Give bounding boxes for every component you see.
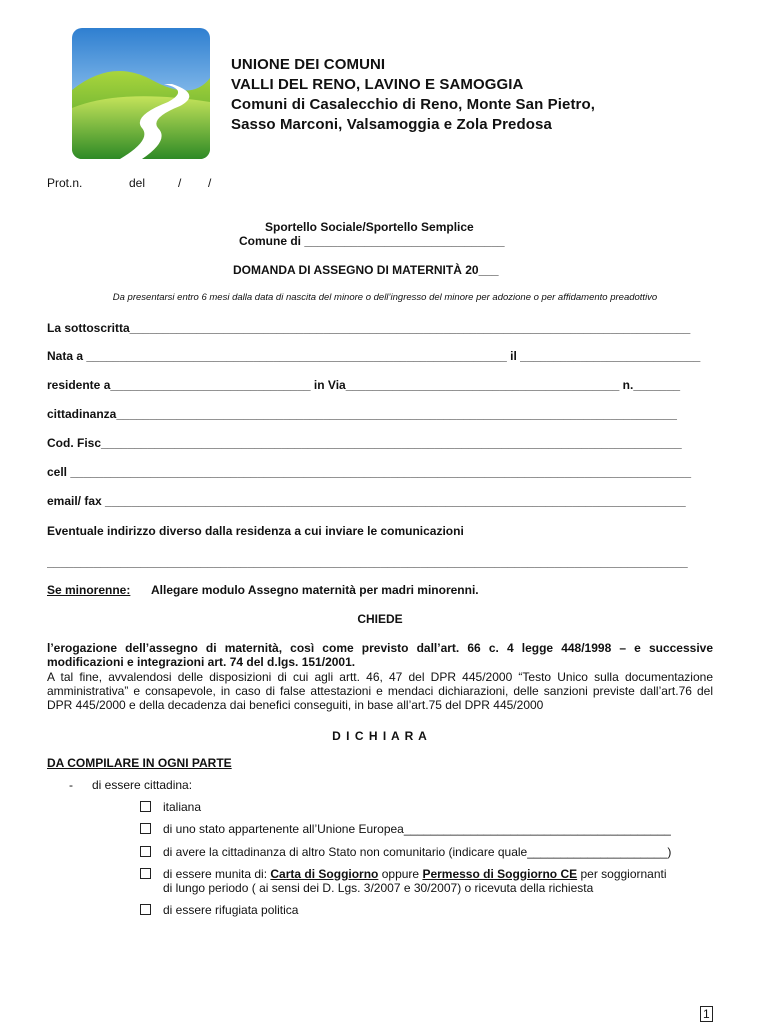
field-cell[interactable]: cell _____________________________________________________________________________________________	[47, 465, 692, 479]
cittadina-label: di essere cittadina:	[92, 778, 193, 792]
field-codfisc[interactable]: Cod. Fisc_______________________________________________________________________________________	[47, 436, 682, 450]
option-italiana-label: italiana	[163, 800, 202, 814]
field-eventuale-label: Eventuale indirizzo diverso dalla residenza a cui inviare le comunicazioni	[47, 524, 464, 538]
option-rifugiata-label: di essere rifugiata politica	[163, 903, 299, 917]
field-cittadinanza[interactable]: cittadinanza____________________________________________________________________________________	[47, 407, 677, 421]
header-line-4: Sasso Marconi, Valsamoggia e Zola Predosa	[231, 116, 552, 133]
checkbox-munita[interactable]	[140, 868, 151, 879]
option-rifugiata[interactable]	[140, 903, 298, 917]
field-residente[interactable]: residente a______________________________ in Via_________________________________________ n._______	[47, 378, 681, 392]
chiede-heading: CHIEDE	[357, 612, 403, 626]
header-line-2: VALLI DEL RENO, LAVINO E SAMOGGIA	[231, 76, 524, 93]
option-ue[interactable]	[140, 822, 671, 836]
permesso-soggiorno: Permesso di Soggiorno CE	[422, 867, 578, 881]
checkbox-extra-ue[interactable]	[140, 846, 151, 857]
prot-label: Prot.n.	[47, 176, 83, 190]
option-munita[interactable]	[140, 867, 667, 881]
header-line-3: Comuni di Casalecchio di Reno, Monte San Pietro,	[231, 96, 596, 113]
option-italiana[interactable]	[140, 800, 201, 814]
option-ue-label: di uno stato appartenente all’Unione Europea________________________________________	[163, 822, 671, 836]
munita-pre: di essere munita di:	[163, 867, 271, 881]
compilare-heading: DA COMPILARE IN OGNI PARTE	[47, 756, 232, 770]
dichiara-heading: D I C H I A R A	[332, 729, 428, 743]
field-email[interactable]: email/ fax _______________________________________________________________________________________	[47, 494, 686, 508]
page-number: 1	[700, 1006, 713, 1022]
office-line-1: Sportello Sociale/Sportello Semplice	[265, 220, 474, 234]
prot-slash-1: /	[178, 176, 182, 190]
minorenne-text: Allegare modulo Assegno maternità per madri minorenni.	[151, 583, 479, 597]
form-subtitle: Da presentarsi entro 6 mesi dalla data di nascita del minore o dell’ingresso del minore per adozione o per affidamento preadottivo	[112, 292, 658, 303]
option-extra-ue-label: di avere la cittadinanza di altro Stato non comunitario (indicare quale_____________________)	[163, 845, 672, 859]
munita-oppure: oppure	[378, 867, 423, 881]
prot-del: del	[129, 176, 146, 190]
field-eventuale-line[interactable]: ________________________________________________________________________________________________	[47, 555, 688, 569]
erogazione-text: A tal fine, avvalendosi delle disposizioni di cui agli artt. 46, 47 del DPR 445/2000 “Testo Unico sulla documentazione amministrativa” e consapevole, in caso di false attestazioni e mendaci dichiarazioni, delle sanzioni previste dall’art.76 del DPR 445/2000 e della decadenza dai benefici conseguiti, in base all’art.75 del DPR 445/2000	[47, 670, 713, 712]
prot-slash-2: /	[208, 176, 212, 190]
office-line-2: Comune di ______________________________	[239, 234, 505, 248]
field-sottoscritta[interactable]: La sottoscritta____________________________________________________________________________________	[47, 321, 691, 335]
carta-soggiorno: Carta di Soggiorno	[270, 867, 379, 881]
erogazione-bold: l’erogazione dell’assegno di maternità, così come previsto dall’art. 66 c. 4 legge 448/1998 – e successive modificazioni e integrazioni art. 74 del d.lgs. 151/2001.	[47, 641, 713, 669]
cittadina-dash: -	[69, 778, 73, 792]
form-title: DOMANDA DI ASSEGNO DI MATERNITÀ 20___	[233, 263, 499, 277]
munita-post: per soggiornanti	[577, 867, 667, 881]
checkbox-ue[interactable]	[140, 823, 151, 834]
option-munita-line-2: di lungo periodo ( ai sensi dei D. Lgs. 3/2007 e 30/2007) o ricevuta della richiesta	[163, 881, 594, 895]
checkbox-italiana[interactable]	[140, 801, 151, 812]
option-extra-ue[interactable]	[140, 845, 671, 859]
union-logo	[72, 28, 210, 159]
checkbox-rifugiata[interactable]	[140, 904, 151, 915]
header-line-1: UNIONE DEI COMUNI	[231, 56, 386, 73]
field-nata[interactable]: Nata a _______________________________________________________________ il ___________________________	[47, 349, 701, 363]
minorenne-label: Se minorenne:	[47, 583, 131, 597]
